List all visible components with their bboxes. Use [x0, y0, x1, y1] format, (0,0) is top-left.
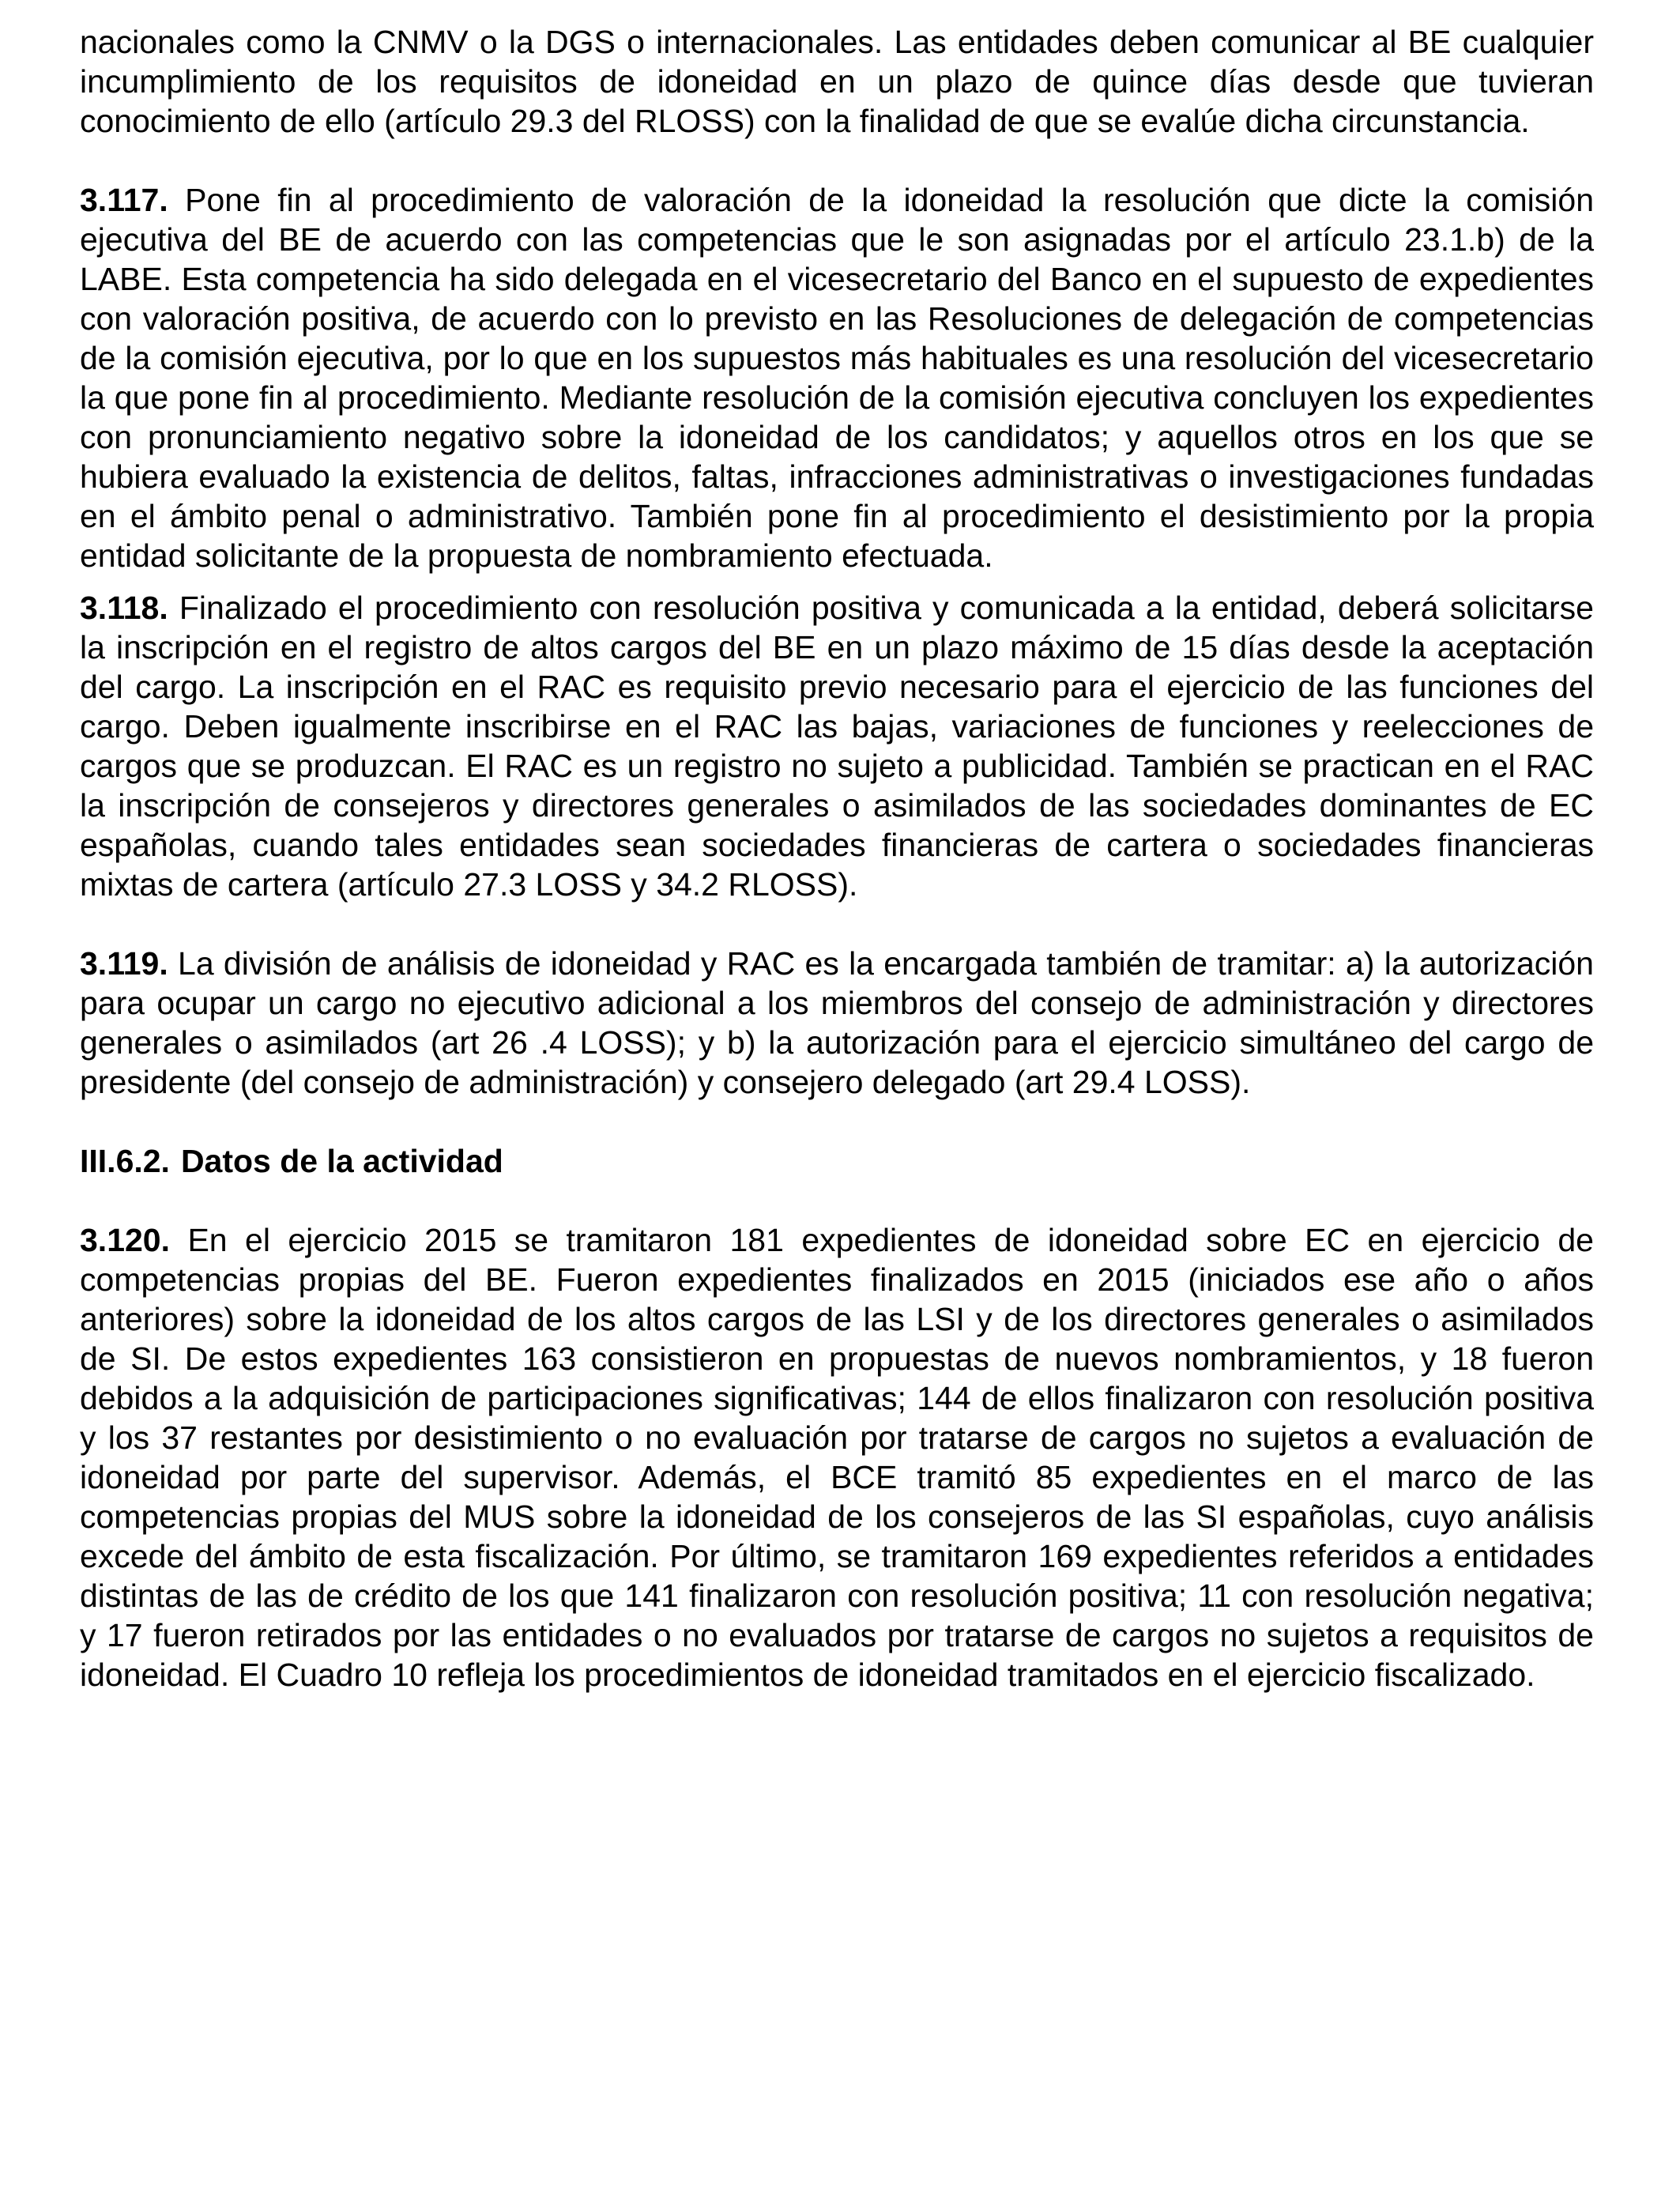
- document-page: [80, 22, 1594, 1695]
- paragraph-3-118: [80, 588, 1594, 904]
- paragraph-text: nacionales como la CNMV o la DGS o internacionales. Las entidades deben comunicar al BE cualquier incumplimiento de los requisitos de idoneidad en un plazo de quince días desde que tuvieran conocimiento de ello (artículo 29.3 del RLOSS) con la finalidad de que se evalúe dicha circunstancia.: [80, 24, 1594, 139]
- section-heading: [80, 1141, 1594, 1181]
- paragraph-number: 3.119.: [80, 945, 168, 982]
- paragraph-number: 3.117.: [80, 182, 168, 218]
- paragraph-intro: [80, 22, 1594, 141]
- paragraph-text: En el ejercicio 2015 se tramitaron 181 expedientes de idoneidad sobre EC en ejercicio de competencias propias del BE. Fueron expedientes finalizados en 2015 (iniciados ese año o años anteriores) sobre la idoneidad de los altos cargos de las LSI y de los directores generales o asimilados de SI. De estos expedientes 163 consistieron en propuestas de nuevos nombramientos, y 18 fueron debidos a la adquisición de participaciones significativas; 144 de ellos finalizaron con resolución positiva y los 37 restantes por desistimiento o no evaluación por tratarse de cargos no sujetos a evaluación de idoneidad por parte del supervisor. Además, el BCE tramitó 85 expedientes en el marco de las competencias propias del MUS sobre la idoneidad de los consejeros de las SI españolas, cuyo análisis excede del ámbito de esta fiscalización. Por último, se tramitaron 169 expedientes referidos a entidades distintas de las de crédito de los que 141 finalizaron con resolución positiva; 11 con resolución negativa; y 17 fueron retirados por las entidades o no evaluados por tratarse de cargos no sujetos a requisitos de idoneidad. El Cuadro 10 refleja los procedimientos de idoneidad tramitados en el ejercicio fiscalizado.: [80, 1222, 1594, 1693]
- paragraph-text: La división de análisis de idoneidad y RAC es la encargada también de tramitar: a) la autorización para ocupar un cargo no ejecutivo adicional a los miembros del consejo de administración y directores generales o asimilados (art 26 .4 LOSS); y b) la autorización para el ejercicio simultáneo del cargo de presidente (del consejo de administración) y consejero delegado (art 29.4 LOSS).: [80, 945, 1594, 1100]
- section-heading-title: Datos de la actividad: [180, 1143, 503, 1179]
- paragraph-number: 3.118.: [80, 590, 168, 626]
- section-heading-number: III.6.2.: [80, 1143, 170, 1179]
- paragraph-3-117: [80, 180, 1594, 575]
- paragraph-3-119: [80, 944, 1594, 1102]
- paragraph-text: Finalizado el procedimiento con resolución positiva y comunicada a la entidad, deberá solicitarse la inscripción en el registro de altos cargos del BE en un plazo máximo de 15 días desde la aceptación del cargo. La inscripción en el RAC es requisito previo necesario para el ejercicio de las funciones del cargo. Deben igualmente inscribirse en el RAC las bajas, variaciones de funciones y reelecciones de cargos que se produzcan. El RAC es un registro no sujeto a publicidad. También se practican en el RAC la inscripción de consejeros y directores generales o asimilados de las sociedades dominantes de EC españolas, cuando tales entidades sean sociedades financieras de cartera o sociedades financieras mixtas de cartera (artículo 27.3 LOSS y 34.2 RLOSS).: [80, 590, 1594, 903]
- paragraph-3-120: [80, 1220, 1594, 1695]
- paragraph-number: 3.120.: [80, 1222, 170, 1258]
- paragraph-text: Pone fin al procedimiento de valoración de la idoneidad la resolución que dicte la comisión ejecutiva del BE de acuerdo con las competencias que le son asignadas por el artículo 23.1.b) de la LABE. Esta competencia ha sido delegada en el vicesecretario del Banco en el supuesto de expedientes con valoración positiva, de acuerdo con lo previsto en las Resoluciones de delegación de competencias de la comisión ejecutiva, por lo que en los supuestos más habituales es una resolución del vicesecretario la que pone fin al procedimiento. Mediante resolución de la comisión ejecutiva concluyen los expedientes con pronunciamiento negativo sobre la idoneidad de los candidatos; y aquellos otros en los que se hubiera evaluado la existencia de delitos, faltas, infracciones administrativas o investigaciones fundadas en el ámbito penal o administrativo. También pone fin al procedimiento el desistimiento por la propia entidad solicitante de la propuesta de nombramiento efectuada.: [80, 182, 1594, 574]
